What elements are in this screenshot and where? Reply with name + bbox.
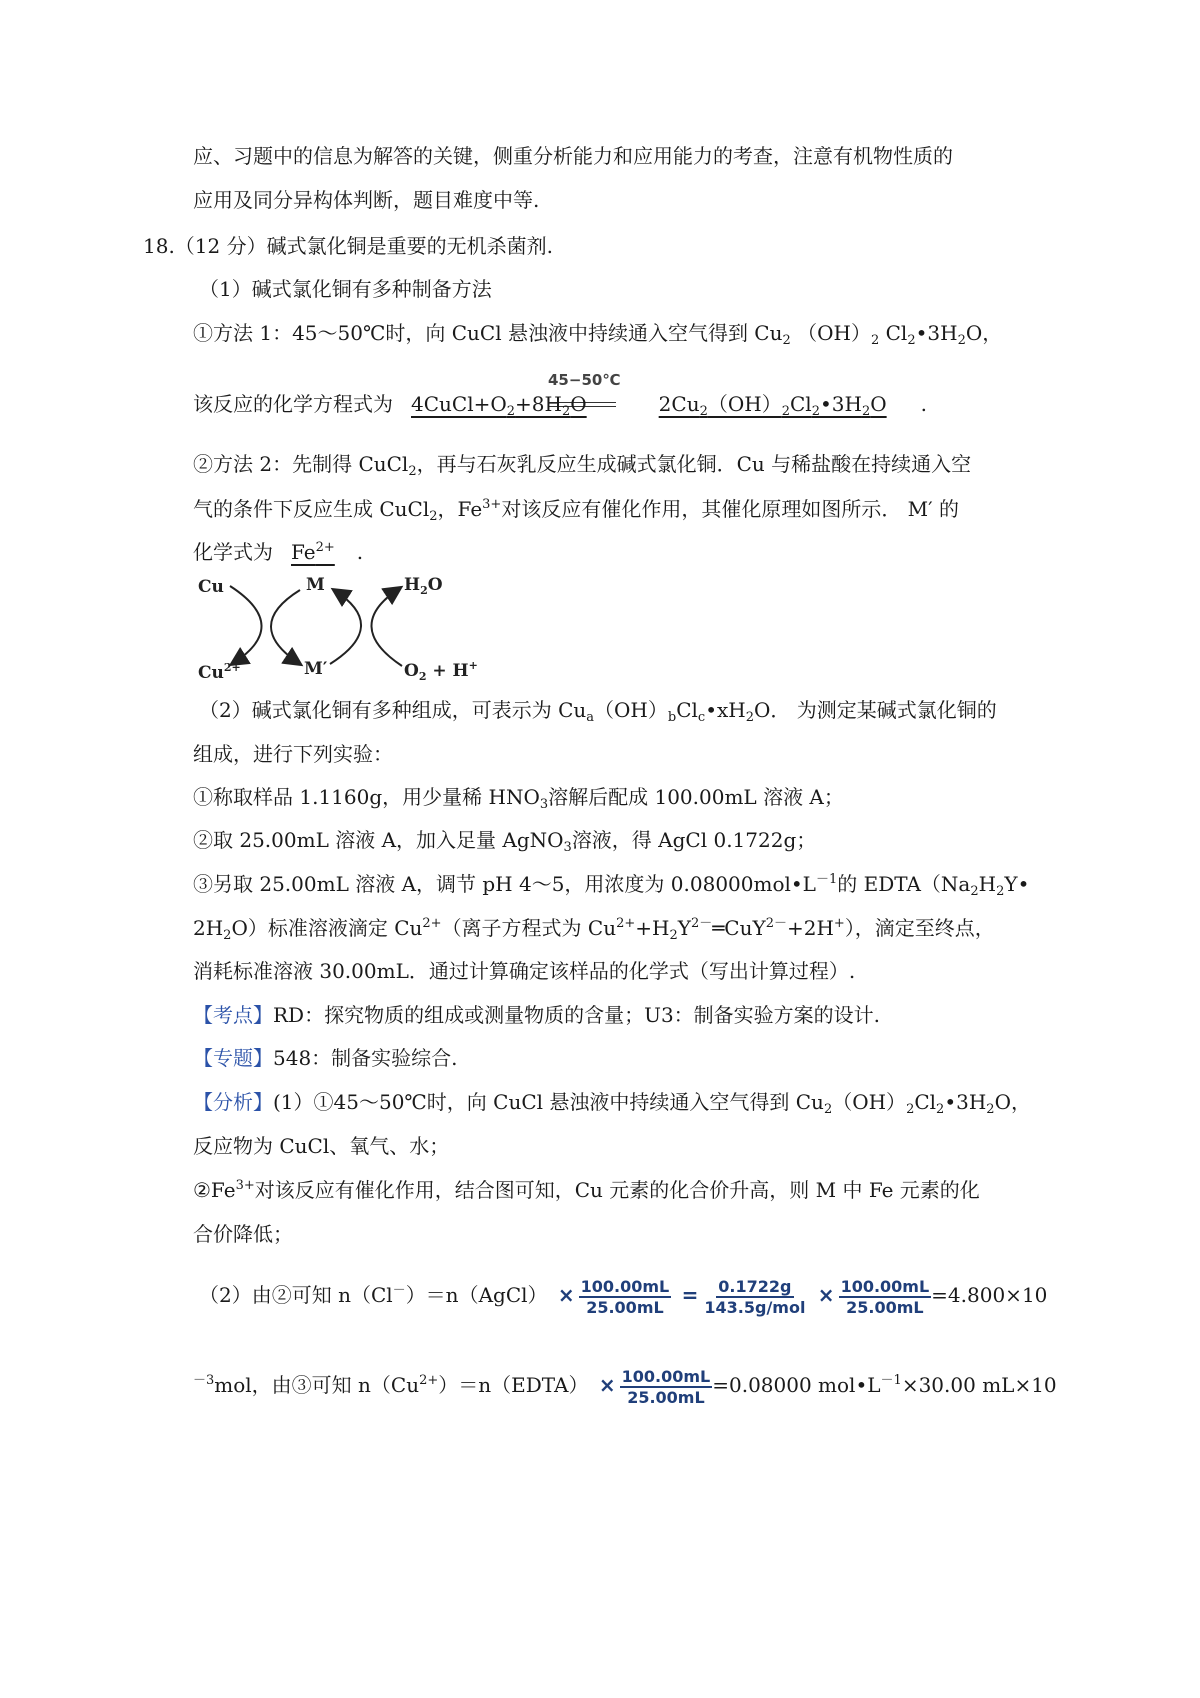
arrow-m-to-mprime xyxy=(271,590,300,664)
step-1: ①称取样品 1.1160g，用少量稀 $HNO_3$溶解后配成 100.00mL 溶液 A； xyxy=(193,785,844,812)
part1-title: （1）碱式氯化铜有多种制备方法 xyxy=(199,277,492,301)
fenxi-tag: 【分析】 xyxy=(193,1090,273,1114)
label-cu2plus: $Cu^{2+}$ xyxy=(198,661,241,683)
step-3-line-1: ③另取 25.00mL 溶液 A，调节 pH 4～5，用浓度为 $0.08000mol•L^{-1}$的 $EDTA(Na_2H_2Y•$ xyxy=(193,872,1030,899)
fraction-volume-ratio-1: $\frac{100.00mL}{25.00mL}$ xyxy=(580,1276,670,1317)
intro-line-2: 应用及同分异构体判断，题目难度中等. xyxy=(193,188,540,212)
label-h2o: $H_2O$ xyxy=(404,575,443,597)
equation-answer-right: $2Cu_2(OH)_2Cl_2•3H_2O$ xyxy=(658,392,887,419)
question-head: 18.（12 分）碱式氯化铜是重要的无机杀菌剂. xyxy=(143,234,553,258)
fraction-mass-over-molar: $\frac{0.1722g}{\text{143.5g/mol}}$ xyxy=(704,1276,806,1317)
label-m: M xyxy=(306,575,325,595)
kaodian-line: 【考点】RD：探究物质的组成或测量物质的含量；U3：制备实验方案的设计. xyxy=(193,1003,881,1027)
label-m-prime: M′ xyxy=(304,659,328,679)
step-3-line-2: $2H_2O$）标准溶液滴定 $Cu^{2+}$（离子方程式为 $Cu^{2+}+H_2Y^{2-}═CuY^{2-}+2H^+$），滴定至终点， xyxy=(193,916,995,943)
catalysis-diagram xyxy=(190,568,480,688)
equation-line: 该反应的化学方程式为 $4CuCl+O_2+8H_2O$ $2Cu_2(OH)_2Cl_2•3H_2O$ . xyxy=(193,392,927,419)
fenxi-line-2: 反应物为 CuCl、氧气、水； xyxy=(193,1134,450,1158)
label-cu: Cu xyxy=(198,577,224,597)
zhuanti-tag: 【专题】 xyxy=(193,1046,273,1070)
arrow-o2-to-h2o xyxy=(371,588,402,666)
kaodian-tag: 【考点】 xyxy=(193,1003,273,1027)
part2-line-2: 组成，进行下列实验： xyxy=(193,742,393,766)
fe-line-2: 合价降低； xyxy=(193,1222,293,1246)
fraction-volume-ratio-3: $\frac{100.00mL}{25.00mL}$ xyxy=(621,1366,711,1407)
equation-answer-left: $4CuCl+O_2+8H_2O$ xyxy=(411,392,587,419)
zhuanti-line: 【专题】548：制备实验综合. xyxy=(193,1046,458,1070)
mprime-answer: $Fe^{2+}$ xyxy=(291,540,335,564)
intro-line-1: 应、习题中的信息为解答的关键，侧重分析能力和应用能力的考查，注意有机物性质的 xyxy=(193,144,953,168)
method2-line-1: ②方法 2：先制得 CuCl$_2$，再与石灰乳反应生成碱式氯化铜．Cu 与稀盐酸在持续通入空 xyxy=(193,452,972,479)
method2-line-3: 化学式为 $Fe^{2+}$ . xyxy=(193,540,364,564)
part2-line-1: （2）碱式氯化铜有多种组成，可表示为 $Cu_a(OH)_bCl_c•xH_2O$． 为测定某碱式氯化铜的 xyxy=(199,698,997,725)
calc-line-1: （2）由②可知 n（Cl－）＝n（AgCl） × $\frac{100.00mL}{25.00mL}$ = $\frac{0.1722g}{\text{143.5g/mol}}$ × $\frac{100.00mL}{25.00mL}$ =4.800×10 xyxy=(199,1276,1048,1317)
step-2: ②取 25.00mL 溶液 A，加入足量 AgNO$_3$溶液，得 AgCl 0.1722g； xyxy=(193,828,817,855)
step-3-line-3: 消耗标准溶液 30.00mL．通过计算确定该样品的化学式（写出计算过程）. xyxy=(193,959,856,983)
fraction-volume-ratio-2: $\frac{100.00mL}{25.00mL}$ xyxy=(840,1276,930,1317)
calc-line-2: $^{-3}$mol，由③可知 $n(Cu^{2+})=n(EDTA)$ × $\frac{100.00mL}{25.00mL}$ =0.08000 $mol•L^{-1}\times 30.00$ mL×10 xyxy=(193,1366,1057,1407)
label-o2-h: $O_2 + H^+$ xyxy=(404,659,478,683)
method2-line-2: 气的条件下反应生成 CuCl$_2$，$Fe^{3+}$对该反应有催化作用，其催化原理如图所示． M′ 的 xyxy=(193,497,960,524)
arrow-cu-to-cu2plus xyxy=(230,586,262,664)
fe-line-1: $②Fe^{3+}$对该反应有催化作用，结合图可知，Cu 元素的化合价升高，则 M 中 Fe 元素的化 xyxy=(193,1178,980,1202)
reaction-condition: 45−50℃ xyxy=(548,371,621,389)
arrow-mprime-to-m xyxy=(330,590,361,664)
method1-line: ①方法 1：45～50℃时，向 CuCl 悬浊液中持续通入空气得到 $Cu_2$ $(OH)_2$ $Cl_2•3H_2O$， xyxy=(193,321,1003,348)
fenxi-line-1: 【分析】(1）①45～50℃时，向 CuCl 悬浊液中持续通入空气得到 $Cu_2(OH)_2Cl_2•3H_2O$， xyxy=(193,1090,1031,1117)
